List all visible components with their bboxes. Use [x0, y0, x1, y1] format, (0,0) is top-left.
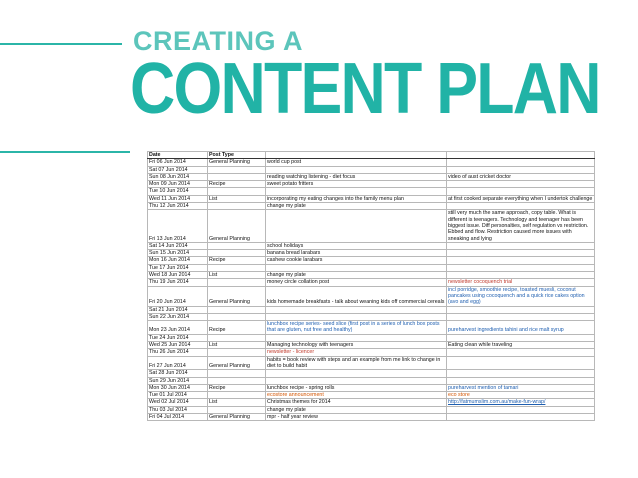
cell-description: lunchbox recipe series- seed slice (first post in a series of lunch box posts that are gluten, nut free and healthy): [266, 321, 447, 335]
cell-notes: [447, 166, 595, 173]
cell-notes: [447, 159, 595, 166]
cell-post-type: [208, 264, 266, 271]
cell-date: Sun 15 Jun 2014: [148, 250, 208, 257]
table-row: [148, 377, 595, 384]
cell-description: Managing technology with teenagers: [266, 342, 447, 349]
cell-description: kids homemade breakfasts - talk about weaning kids off commercial cereals: [266, 286, 447, 306]
cell-post-type: [208, 370, 266, 377]
cell-date: Fri 13 Jun 2014: [148, 210, 208, 242]
cell-date: Tue 01 Jul 2014: [148, 392, 208, 399]
cell-description: [266, 370, 447, 377]
table-row: [148, 370, 595, 377]
cell-post-type: [208, 242, 266, 249]
table-row: [148, 349, 595, 356]
cell-description: [266, 210, 447, 242]
cell-post-type: [208, 250, 266, 257]
cell-date: Wed 25 Jun 2014: [148, 342, 208, 349]
cell-date: Thu 03 Jul 2014: [148, 406, 208, 413]
cell-notes: [447, 264, 595, 271]
cell-description: cashew cookie larabars: [266, 257, 447, 264]
cell-notes: [447, 181, 595, 188]
table-row: [148, 257, 595, 264]
table-row: [148, 313, 595, 320]
cell-description: habits = book review with steps and an example from me link to change in diet to build habit: [266, 356, 447, 370]
cell-date: Sat 07 Jun 2014: [148, 166, 208, 173]
cell-date: Fri 06 Jun 2014: [148, 159, 208, 166]
cell-notes: still very much the same approach, copy table. What is different is teenagers. Technology and teenager has been biggest issue. Diff personalties, self regulation vs restriction. Ebbed and flow. Restriction caused more issues with sneaking and lying: [447, 210, 595, 242]
header-date: Date: [148, 152, 208, 159]
cell-post-type: [208, 188, 266, 195]
cell-date: Sun 22 Jun 2014: [148, 313, 208, 320]
cell-post-type: [208, 334, 266, 341]
cell-post-type: [208, 306, 266, 313]
cell-post-type: Recipe: [208, 321, 266, 335]
table-row: [148, 286, 595, 306]
page-title: CONTENT PLAN: [130, 49, 600, 129]
cell-notes: video of aust cricket doctor: [447, 173, 595, 180]
cell-post-type: [208, 173, 266, 180]
table-row: [148, 342, 595, 349]
table-body: [148, 159, 595, 421]
cell-post-type: [208, 349, 266, 356]
cell-description: [266, 264, 447, 271]
cell-description: [266, 306, 447, 313]
table-row: [148, 279, 595, 286]
cell-notes: newsletter cocoquench trial: [447, 279, 595, 286]
cell-post-type: General Planning: [208, 286, 266, 306]
cell-date: Thu 26 Jun 2014: [148, 349, 208, 356]
cell-description: sweet potato fritters: [266, 181, 447, 188]
cell-notes: pureharvest mention of tamari: [447, 384, 595, 391]
cell-post-type: [208, 313, 266, 320]
cell-description: money circle collation post: [266, 279, 447, 286]
cell-description: incorporating my eating changes into the family menu plan: [266, 195, 447, 202]
cell-description: change my plate: [266, 272, 447, 279]
cell-notes: [447, 313, 595, 320]
cell-post-type: General Planning: [208, 210, 266, 242]
header-description: [266, 152, 447, 159]
cell-date: Tue 10 Jun 2014: [148, 188, 208, 195]
cell-description: lunchbox recipe - spring rolls: [266, 384, 447, 391]
cell-notes: Eating clean while traveling: [447, 342, 595, 349]
cell-notes: at first cooked separate everything when I undertok challenge: [447, 195, 595, 202]
cell-post-type: [208, 166, 266, 173]
cell-post-type: [208, 406, 266, 413]
table-row: [148, 321, 595, 335]
cell-description: change my plate: [266, 203, 447, 210]
header-notes: [447, 152, 595, 159]
cell-notes: [447, 188, 595, 195]
table-row: [148, 413, 595, 420]
cell-post-type: General Planning: [208, 356, 266, 370]
cell-description: reading watching listening - diet focus: [266, 173, 447, 180]
cell-date: Sat 28 Jun 2014: [148, 370, 208, 377]
cell-post-type: List: [208, 342, 266, 349]
cell-notes: [447, 242, 595, 249]
cell-description: [266, 313, 447, 320]
table-row: [148, 392, 595, 399]
cell-description: mpr - half year review: [266, 413, 447, 420]
content-plan-sheet: [147, 151, 594, 421]
table-header-row: [148, 152, 595, 159]
cell-post-type: [208, 279, 266, 286]
table-row: [148, 203, 595, 210]
table-row: [148, 242, 595, 249]
cell-post-type: List: [208, 195, 266, 202]
table-row: [148, 166, 595, 173]
cell-post-type: Recipe: [208, 257, 266, 264]
cell-notes: [447, 203, 595, 210]
table-row: [148, 181, 595, 188]
cell-post-type: [208, 203, 266, 210]
decorative-rule-top: [0, 43, 122, 45]
cell-description: [266, 166, 447, 173]
cell-post-type: [208, 377, 266, 384]
cell-notes: [447, 370, 595, 377]
cell-notes: incl porridge, smoothie recipe, toasted muesli, coconut pancakes using cocoquench and a quick rice cakes option (avo and egg): [447, 286, 595, 306]
cell-notes: [447, 406, 595, 413]
table-row: [148, 306, 595, 313]
cell-notes: [447, 334, 595, 341]
table-row: [148, 272, 595, 279]
table-row: [148, 399, 595, 406]
cell-description: [266, 334, 447, 341]
cell-notes: [447, 250, 595, 257]
table-row: [148, 159, 595, 166]
cell-post-type: Recipe: [208, 181, 266, 188]
cell-date: Wed 11 Jun 2014: [148, 195, 208, 202]
cell-notes: pureharvest ingredients tahini and rice malt syrup: [447, 321, 595, 335]
table-row: [148, 210, 595, 242]
cell-notes: [447, 306, 595, 313]
cell-description: world cup post: [266, 159, 447, 166]
page-subtitle: CREATING A: [133, 26, 303, 56]
cell-description: Christmas themes for 2014: [266, 399, 447, 406]
cell-description: school holidays: [266, 242, 447, 249]
header-post-type: Post Type: [208, 152, 266, 159]
cell-description: [266, 377, 447, 384]
cell-date: Sat 21 Jun 2014: [148, 306, 208, 313]
cell-notes: [447, 413, 595, 420]
cell-notes[interactable]: http://fatmumslim.com.au/make-fun-wrap/: [447, 399, 595, 406]
cell-description: ecostore announcement: [266, 392, 447, 399]
cell-description: change my plate: [266, 406, 447, 413]
cell-date: Wed 02 Jul 2014: [148, 399, 208, 406]
cell-date: Mon 16 Jun 2014: [148, 257, 208, 264]
table-row: [148, 384, 595, 391]
cell-date: Wed 18 Jun 2014: [148, 272, 208, 279]
cell-notes: [447, 377, 595, 384]
decorative-rule-bottom: [0, 151, 130, 153]
cell-date: Fri 20 Jun 2014: [148, 286, 208, 306]
cell-post-type: Recipe: [208, 384, 266, 391]
content-plan-table: [147, 151, 595, 421]
table-row: [148, 195, 595, 202]
table-row: [148, 356, 595, 370]
cell-date: Thu 12 Jun 2014: [148, 203, 208, 210]
cell-date: Tue 17 Jun 2014: [148, 264, 208, 271]
cell-notes: [447, 257, 595, 264]
cell-date: Mon 09 Jun 2014: [148, 181, 208, 188]
cell-date: Fri 27 Jun 2014: [148, 356, 208, 370]
cell-date: Thu 19 Jun 2014: [148, 279, 208, 286]
cell-date: Sat 14 Jun 2014: [148, 242, 208, 249]
cell-date: Mon 23 Jun 2014: [148, 321, 208, 335]
cell-notes: [447, 272, 595, 279]
cell-date: Fri 04 Jul 2014: [148, 413, 208, 420]
cell-notes: eco store: [447, 392, 595, 399]
cell-date: Tue 24 Jun 2014: [148, 334, 208, 341]
cell-date: Sun 29 Jun 2014: [148, 377, 208, 384]
cell-post-type: List: [208, 272, 266, 279]
table-row: [148, 264, 595, 271]
cell-post-type: [208, 392, 266, 399]
cell-post-type: General Planning: [208, 413, 266, 420]
cell-post-type: List: [208, 399, 266, 406]
table-row: [148, 334, 595, 341]
cell-description: newsletter - licencer: [266, 349, 447, 356]
table-row: [148, 250, 595, 257]
cell-notes: [447, 356, 595, 370]
cell-notes: [447, 349, 595, 356]
table-row: [148, 406, 595, 413]
cell-description: [266, 188, 447, 195]
table-row: [148, 188, 595, 195]
cell-date: Sun 08 Jun 2014: [148, 173, 208, 180]
table-row: [148, 173, 595, 180]
cell-post-type: General Planning: [208, 159, 266, 166]
cell-date: Mon 30 Jun 2014: [148, 384, 208, 391]
cell-description: banana bread larabars: [266, 250, 447, 257]
